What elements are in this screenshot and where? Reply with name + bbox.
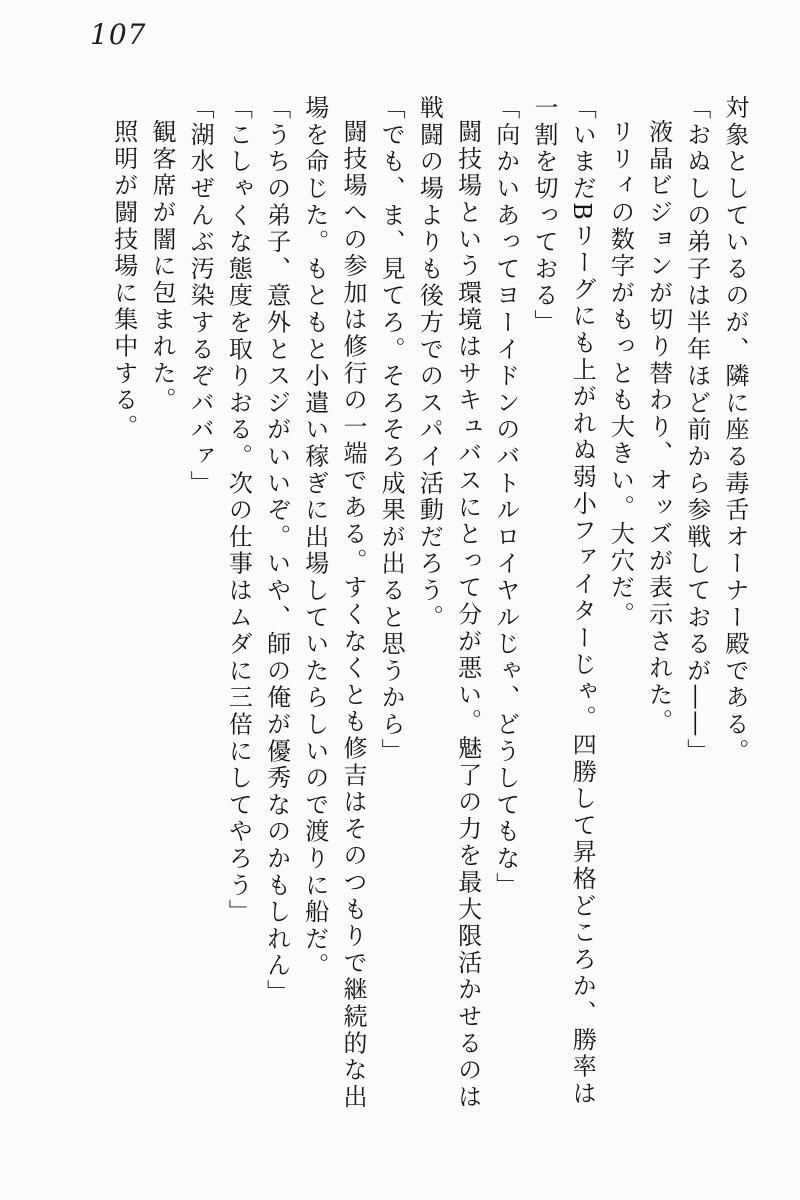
narrative-paragraph: リリィの数字がもっとも大きい。大穴だ。 <box>606 119 635 629</box>
narrative-paragraph: 闘技場への参加は修行の一端である。すくなくとも修吉はそのつもりで継続的な出場を命じた。もともと小遣い稼ぎに出場していたらしいので渡りに船だ。 <box>300 95 367 1111</box>
dialogue-line: 「こしゃくな態度を取りおる。次の仕事はムダに三倍にしてやろう」 <box>224 95 253 926</box>
narrative-paragraph: 観客席が闇に包まれた。 <box>147 119 176 414</box>
narrative-paragraph: 照明が闘技場に集中する。 <box>109 119 138 441</box>
dialogue-line: 「向かいあってヨーイドンのバトルロイヤルじゃ、どうしてもな」 <box>491 95 520 899</box>
narrative-paragraph: 液晶ビジョンが切り替わり、オッズが表示された。 <box>644 119 673 736</box>
vertical-text-body <box>105 95 754 1115</box>
dialogue-line: 「いまだBリーグにも上がれぬ弱小ファイターじゃ。四勝して昇格どころか、勝率は一割を切っておる」 <box>529 95 597 1108</box>
dialogue-line: 「おぬしの弟子は半年ほど前から参戦しておるが――」 <box>682 95 711 765</box>
page-number: 107 <box>90 18 147 51</box>
dialogue-line: 「湖水ぜんぶ汚染するぞババァ」 <box>186 95 215 497</box>
dialogue-line: 「でも、ま、見てろ。そろそろ成果が出ると思うから」 <box>377 95 406 765</box>
dialogue-line: 「うちの弟子、意外とスジがいいぞ。いや、師の俺が優秀なのかもしれん」 <box>262 95 291 1007</box>
narrative-paragraph: 対象としているのが、隣に座る毒舌オーナー殿である。 <box>721 95 749 765</box>
narrative-paragraph: 闘技場という環境はサキュバスにとって分が悪い。魅了の力を最大限活かせるのは戦闘の場よりも後方でのスパイ活動だろう。 <box>415 95 482 1111</box>
